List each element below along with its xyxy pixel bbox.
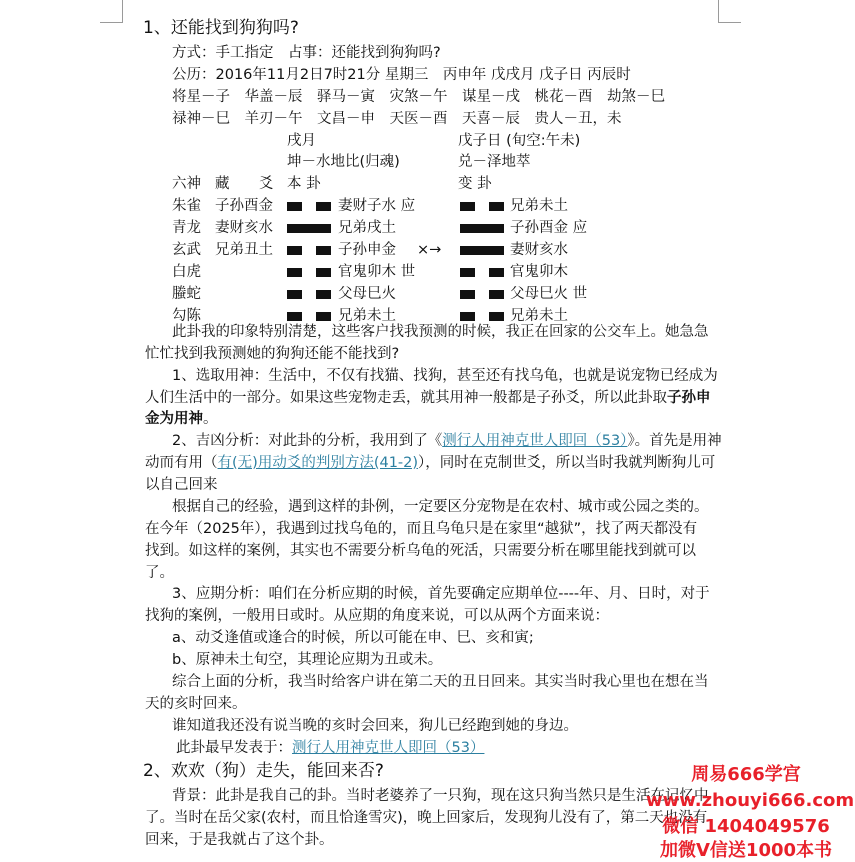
moving-yao-mark: ×→ xyxy=(417,242,442,258)
paragraph-jixiong-1: 2、吉凶分析：对此卦的分析，我用到了《测行人用神克世人即回（53）》。首先是用神 xyxy=(172,433,722,449)
header-yao: 爻 xyxy=(259,176,274,192)
ben-gua-yao-text: 妻财子水 应 xyxy=(338,198,416,214)
yongshen-bold-2: 金为用神 xyxy=(145,411,203,427)
bian-gua-yao-text: 官鬼卯木 xyxy=(510,264,568,280)
bian-gua-yang-line xyxy=(460,224,504,233)
bian-gua-yin-line xyxy=(460,290,504,299)
paragraph-yongshen-1: 1、选取用神：生活中，不仅有找猫、找狗，甚至还有找乌龟，也就是说宠物已经成为 xyxy=(172,368,718,384)
paragraph-intro-1: 此卦我的印象特别清楚，这些客户找我预测的时候，我正在回家的公交车上。她急急 xyxy=(172,324,709,340)
fushen-label: 妻财亥水 xyxy=(215,220,273,236)
ben-gua-yin-line xyxy=(287,290,331,299)
ben-gua-yao-text: 子孙申金 xyxy=(338,242,396,258)
bian-gua-yin-line xyxy=(460,268,504,277)
ben-gua-yao-text: 父母巳火 xyxy=(338,286,396,302)
ben-gua-yin-line xyxy=(287,312,331,321)
bian-gua-yao-text: 子孙酉金 应 xyxy=(510,220,588,236)
header-liushen: 六神 xyxy=(172,176,201,192)
section2-paragraph-3: 回来，于是我就占了这个卦。 xyxy=(145,832,334,848)
header-bian-gua: 变 卦 xyxy=(458,176,492,192)
ben-gua-yao-text: 兄弟戌土 xyxy=(338,220,396,236)
liushen-label: 玄武 xyxy=(172,242,201,258)
ben-gua-yang-line xyxy=(287,224,331,233)
bian-gua-name: 兑－泽地萃 xyxy=(458,154,531,170)
section1-heading: 1、还能找到狗狗吗? xyxy=(143,18,299,38)
month-label: 戌月 xyxy=(287,133,316,149)
watermark-wechat: 微信 1404049576 xyxy=(662,816,830,837)
watermark-url: www.zhouyi666.com xyxy=(646,790,855,811)
liushen-label: 勾陈 xyxy=(172,308,201,324)
paragraph-experience-2: 在今年（2025年），我遇到过找乌龟的，而且乌龟只是在家里“越狱”，找了两天都没有 xyxy=(145,521,698,537)
method-line: 方式：手工指定 占事：还能找到狗狗吗? xyxy=(172,45,441,61)
link-article-53[interactable]: 测行人用神克世人即回（53） xyxy=(442,433,628,449)
ben-gua-yin-line xyxy=(287,202,331,211)
paragraph-intro-2: 忙忙找到我预测她的狗狗还能不能找到? xyxy=(145,346,400,362)
ben-gua-yin-line xyxy=(287,246,331,255)
paragraph-yingqi-1: 3、应期分析：咱们在分析应期的时候，首先要确定应期单位----年、月、日时，对于 xyxy=(172,586,710,602)
paragraph-yongshen-2: 人们生活中的一部分。如果这些宠物走丢，就其用神一般都是子孙爻，所以此卦取子孙申 xyxy=(145,390,711,406)
paragraph-yingqi-b: b、原神未土旬空，其理论应期为丑或未。 xyxy=(172,652,443,668)
fushen-label: 兄弟丑土 xyxy=(215,242,273,258)
paragraph-experience-1: 根据自己的经验，遇到这样的卦例，一定要区分宠物是在农村、城市或公园之类的。 xyxy=(172,499,709,515)
watermark-title: 周易666学宫 xyxy=(691,764,801,785)
paragraph-summary-1: 综合上面的分析，我当时给客户讲在第二天的丑日回来。其实当时我心里也在想在当 xyxy=(172,674,709,690)
ben-gua-name: 坤－水地比(归魂) xyxy=(287,154,400,170)
header-cang: 藏 xyxy=(215,176,230,192)
paragraph-yongshen-3: 金为用神。 xyxy=(145,411,218,427)
bian-gua-yin-line xyxy=(460,202,504,211)
section2-paragraph-2: 了。当时在岳父家(农村，而且恰逢雪灾)，晚上回家后，发现狗儿没有了，第二天也没有 xyxy=(145,810,708,826)
paragraph-yingqi-a: a、动爻逢值或逢合的时候，所以可能在申、巳、亥和寅; xyxy=(172,630,534,646)
yongshen-bold-1: 子孙申 xyxy=(667,390,711,406)
bian-gua-yang-line xyxy=(460,246,504,255)
paragraph-result: 谁知道我还没有说当晚的亥时会回来，狗儿已经跑到她的身边。 xyxy=(172,718,578,734)
link-published-53[interactable]: 测行人用神克世人即回（53） xyxy=(292,740,485,756)
ben-gua-yao-text: 官鬼卯木 世 xyxy=(338,264,416,280)
page-corner-mark-right xyxy=(718,0,741,23)
ben-gua-yin-line xyxy=(287,268,331,277)
section2-heading: 2、欢欢（狗）走失，能回来否? xyxy=(143,761,384,781)
link-article-41-2[interactable]: 有(无)用动爻的判别方法(41-2) xyxy=(217,455,419,471)
liushen-label: 朱雀 xyxy=(172,198,201,214)
liushen-label: 青龙 xyxy=(172,220,201,236)
paragraph-yingqi-2: 找狗的案例，一般用日或时。从应期的角度来说，可以从两个方面来说： xyxy=(145,608,609,624)
day-label: 戊子日 (旬空:午未) xyxy=(458,133,581,149)
bian-gua-yao-text: 兄弟未土 xyxy=(510,198,568,214)
liushen-label: 白虎 xyxy=(172,264,201,280)
paragraph-published: 此卦最早发表于：测行人用神克世人即回（53） xyxy=(176,740,485,756)
date-line: 公历：2016年11月2日7时21分 星期三 丙申年 戊戌月 戊子日 丙辰时 xyxy=(172,67,631,83)
watermark-promo: 加微V信送1000本书 xyxy=(659,840,833,861)
fushen-label: 子孙酉金 xyxy=(215,198,273,214)
shensha-line-1: 将星－子 华盖－辰 驿马－寅 灾煞－午 谋星－戌 桃花－酉 劫煞－巳 xyxy=(172,89,665,105)
shensha-line-2: 禄神－巳 羊刃－午 文昌－申 天医－酉 天喜－辰 贵人－丑，未 xyxy=(172,111,622,127)
paragraph-jixiong-2: 动而有用（有(无)用动爻的判别方法(41-2)），同时在克制世爻，所以当时我就判断狗儿可 xyxy=(145,455,716,471)
bian-gua-yao-text: 父母巳火 世 xyxy=(510,286,588,302)
section2-paragraph-1: 背景：此卦是我自己的卦。当时老婆养了一只狗，现在这只狗当然只是生活在记忆中 xyxy=(172,788,709,804)
paragraph-experience-3: 找到。如这样的案例，其实也不需要分析乌龟的死活，只需要分析在哪里能找到就可以 xyxy=(145,543,696,559)
paragraph-jixiong-3: 以自己回来 xyxy=(145,477,218,493)
bian-gua-yao-text: 兄弟未土 xyxy=(510,308,568,324)
liushen-label: 螣蛇 xyxy=(172,286,201,302)
ben-gua-yao-text: 兄弟未土 xyxy=(338,308,396,324)
page-corner-mark-left xyxy=(100,0,123,23)
paragraph-summary-2: 天的亥时回来。 xyxy=(145,696,247,712)
paragraph-experience-4: 了。 xyxy=(145,565,174,581)
header-ben-gua: 本 卦 xyxy=(287,176,321,192)
bian-gua-yao-text: 妻财亥水 xyxy=(510,242,568,258)
bian-gua-yin-line xyxy=(460,312,504,321)
